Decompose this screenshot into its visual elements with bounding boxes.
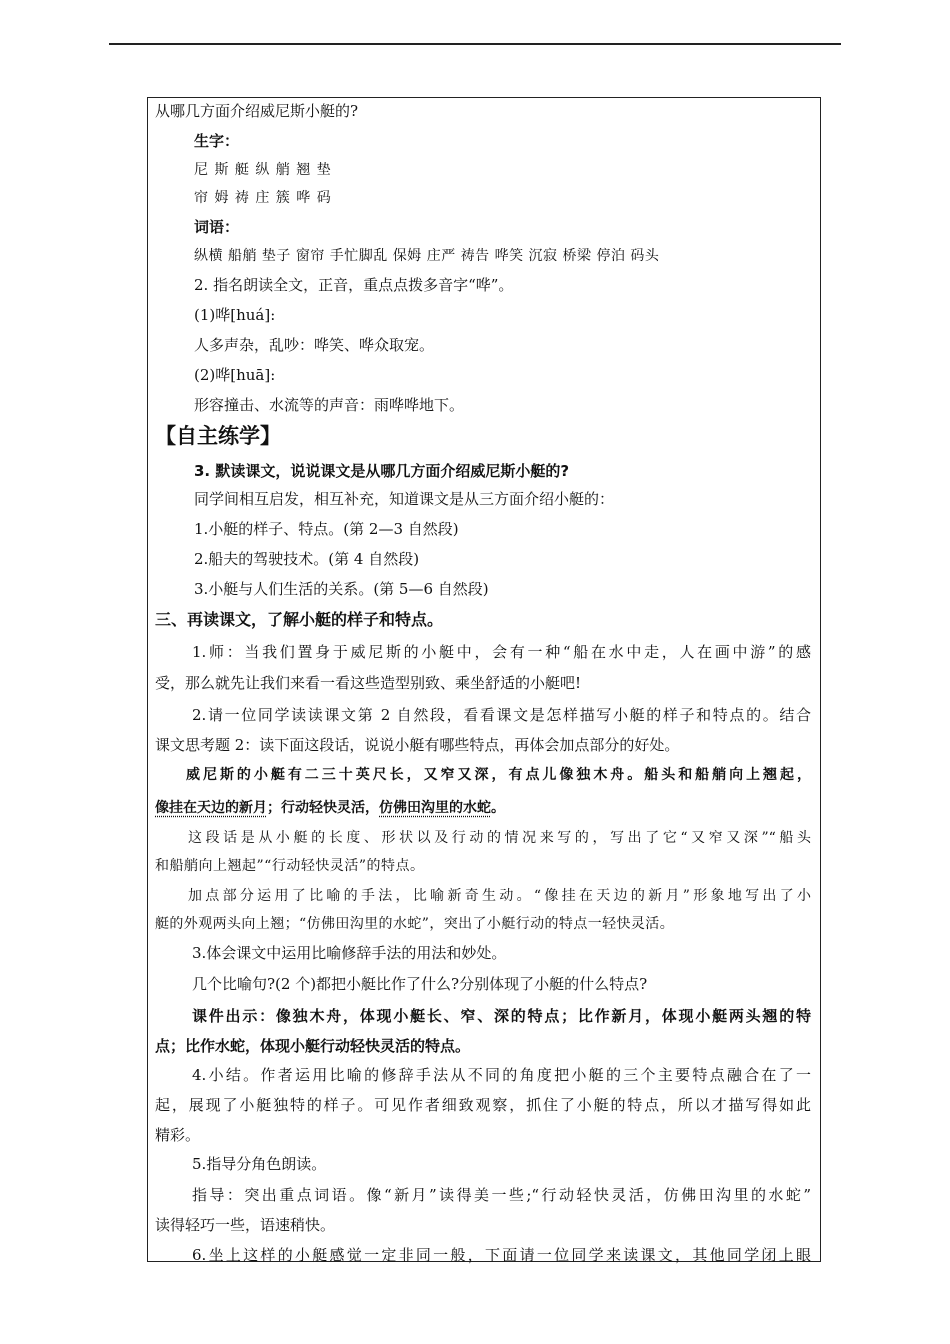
analysis-2-line-1: 加点部分运用了比喻的手法，比喻新奇生动。“像挂在天边的新月”形象地写出了小 <box>188 888 811 904</box>
question-line: 从哪几方面介绍威尼斯小艇的? <box>155 102 359 120</box>
step-3-intro: 同学间相互启发，相互补充，知道课文是从三方面介绍小艇的： <box>194 490 615 508</box>
analysis-2-line-2: 艇的外观两头向上翘；“仿佛田沟里的水蛇”，突出了小艇行动的特点一轻快灵活。 <box>155 916 675 932</box>
analysis-1-line-2: 和船艄向上翘起”“行动轻快灵活”的特点。 <box>155 858 425 874</box>
vocab-list: 纵横 船艄 垫子 窗帘 手忙脚乱 保姆 庄严 祷告 哗笑 沉寂 桥梁 停泊 码头 <box>194 248 660 264</box>
quote-line-2 <box>155 799 505 817</box>
analysis-1-line-1: 这段话是从小艇的长度、形状以及行动的情况来写的，写出了它“又窄又深”“船头 <box>188 830 811 846</box>
new-chars-row-2: 帘 姆 祷 庄 簇 哗 码 <box>194 190 332 206</box>
aspect-1: 1.小艇的样子、特点。(第 2—3 自然段) <box>194 520 459 538</box>
header-rule <box>109 43 841 45</box>
aspect-3: 3.小艇与人们生活的关系。(第 5—6 自然段) <box>194 580 489 598</box>
step-2-line-1: 2.请一位同学读读课文第 2 自然段，看看课文是怎样描写小艇的样子和特点的。结合 <box>192 706 811 724</box>
pron-2-heading: (2)哗[huā]: <box>194 366 276 384</box>
guidance-line-1: 指导：突出重点词语。像“新月”读得美一些;“行动轻快灵活，仿佛田沟里的水蛇” <box>192 1186 811 1204</box>
quote-line-2-mid: ；行动轻快灵活， <box>267 800 379 816</box>
pron-1-heading: (1)哗[huá]: <box>194 306 276 324</box>
step-2-reading: 2. 指名朗读全文，正音，重点点拨多音字“哗”。 <box>194 276 514 294</box>
quote-line-2-end: 。 <box>491 800 505 816</box>
metaphor-questions: 几个比喻句?(2 个)都把小艇比作了什么?分别体现了小艇的什么特点? <box>192 975 648 993</box>
quote-line-1: 威尼斯的小艇有二三十英尺长，又窄又深，有点儿像独木舟。船头和船艄向上翘起， <box>186 767 811 783</box>
teacher-line-2: 受，那么就先让我们来看一看这些造型别致、乘坐舒适的小艇吧! <box>155 674 582 692</box>
step-3-question: 3. 默读课文，说说课文是从哪几方面介绍威尼斯小艇的? <box>194 462 570 480</box>
summary-line-3: 精彩。 <box>155 1126 201 1144</box>
self-practice-heading: 【自主练学】 <box>155 424 281 448</box>
courseware-line-2: 点；比作水蛇，体现小艇行动轻快灵活的特点。 <box>155 1037 471 1055</box>
pron-1-meaning: 人多声杂，乱吵：哗笑、哗众取宠。 <box>194 336 435 354</box>
aspect-2: 2.船夫的驾驶技术。(第 4 自然段) <box>194 550 420 568</box>
guidance-line-2: 读得轻巧一些，语速稍快。 <box>155 1216 336 1234</box>
courseware-line-1: 课件出示：像独木舟，体现小艇长、窄、深的特点；比作新月，体现小艇两头翘的特 <box>192 1007 811 1025</box>
vocab-heading: 词语： <box>194 218 240 236</box>
new-chars-row-1: 尼 斯 艇 纵 艄 翘 垫 <box>194 162 332 178</box>
step-6-line-1: 6.坐上这样的小艇感觉一定非同一般，下面请一位同学来读课文，其他同学闭上眼 <box>192 1246 811 1264</box>
step-3-metaphor: 3.体会课文中运用比喻修辞手法的用法和妙处。 <box>192 944 507 962</box>
step-2-line-2: 课文思考题 2：读下面这段话，说说小艇有哪些特点，再体会加点部分的好处。 <box>155 736 680 754</box>
teacher-line-1: 1.师：当我们置身于威尼斯的小艇中，会有一种“船在水中走，人在画中游”的感 <box>192 643 811 661</box>
dotted-phrase-water-snake: 仿佛田沟里的水蛇 <box>379 800 491 816</box>
pron-2-meaning: 形容撞击、水流等的声音：雨哗哗地下。 <box>194 396 465 414</box>
new-chars-heading: 生字： <box>194 132 240 150</box>
section-three-heading: 三、再读课文，了解小艇的样子和特点。 <box>155 610 444 629</box>
summary-line-2: 起，展现了小艇独特的样子。可见作者细致观察，抓住了小艇的特点，所以才描写得如此 <box>155 1096 811 1114</box>
step-5-role-reading: 5.指导分角色朗读。 <box>192 1155 327 1173</box>
dotted-phrase-new-moon: 像挂在天边的新月 <box>155 800 267 816</box>
summary-line-1: 4.小结。作者运用比喻的修辞手法从不同的角度把小艇的三个主要特点融合在了一 <box>192 1066 811 1084</box>
